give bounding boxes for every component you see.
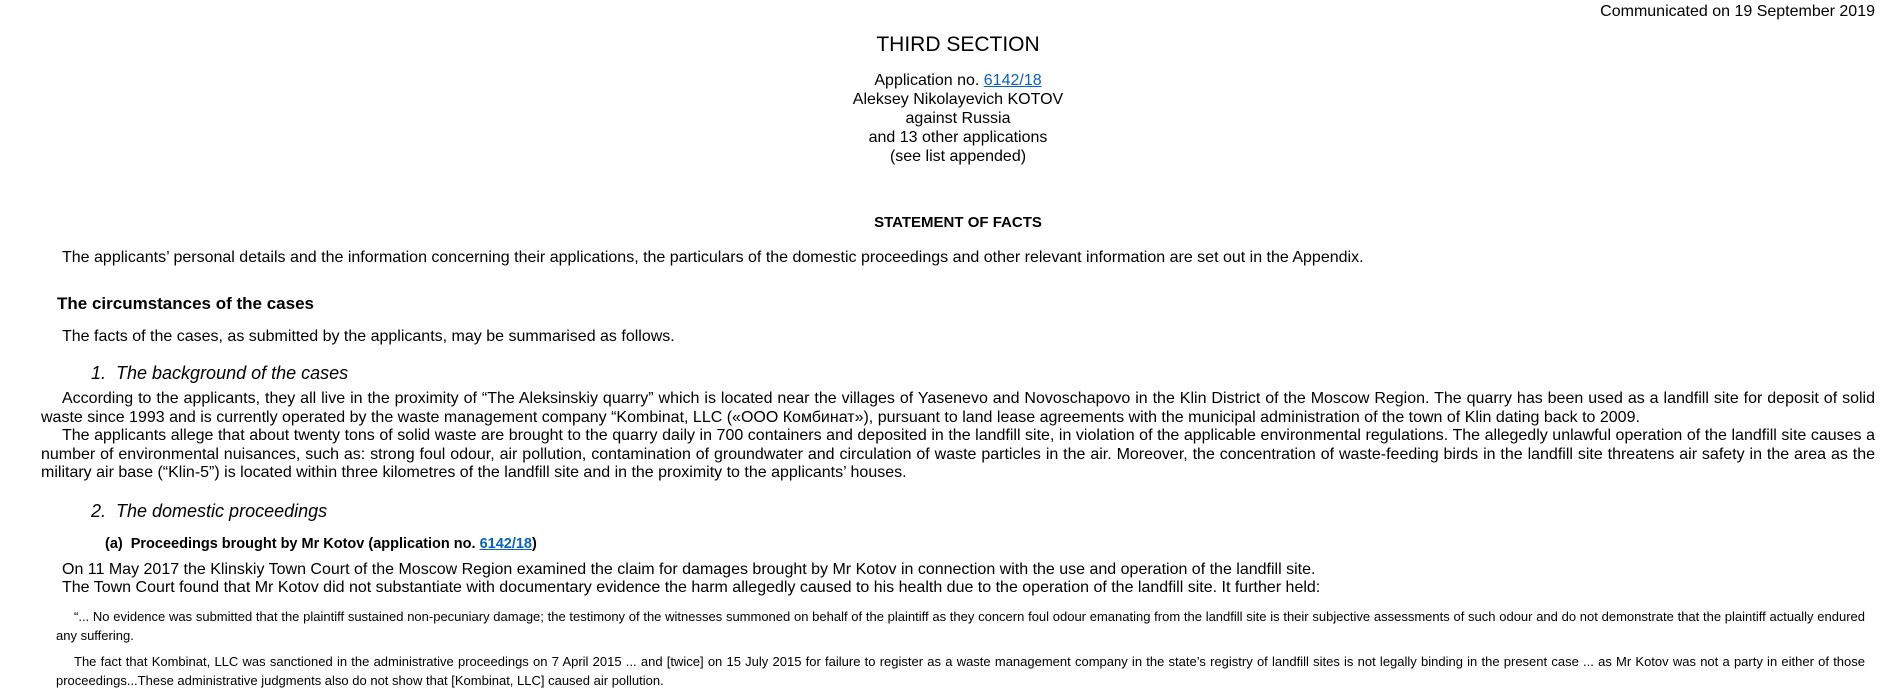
application-number-line bbox=[41, 71, 1875, 90]
kotov-proceedings-subheading bbox=[105, 535, 1875, 553]
background-heading bbox=[91, 362, 1875, 384]
application-header bbox=[41, 71, 1875, 166]
kotov-paragraph-1: On 11 May 2017 the Klinskiy Town Court of the Moscow Region examined the claim for damages brought by Mr Kotov in connection with the use and operation of the landfill site. bbox=[62, 560, 1316, 578]
statement-of-facts-heading: STATEMENT OF FACTS bbox=[874, 214, 1042, 231]
court-quote-1: “... No evidence was submitted that the plaintiff sustained non-pecuniary damage; the testimony of the witnesses summoned on behalf of the plaintiff as they concern foul odour emanating from the landfill site is their subjective assessments of such odour and do not demonstrate that the plaintiff actually endured any suffering. bbox=[56, 608, 1865, 643]
application-number-link[interactable]: 6142/18 bbox=[983, 72, 1042, 89]
court-quote-2: The fact that Kombinat, LLC was sanctioned in the administrative proceedings on 7 April 2015 ... and [twice] on 15 July 2015 for failure to register as a waste management company in the state’s registry of landfill sites is not legally binding in the present case ... as Mr Kotov was not a party in either of those proceedings...These administrative judgments also do not show that [Kombinat, LLC] caused air pollution. bbox=[56, 653, 1865, 688]
domestic-heading-label: The domestic proceedings bbox=[116, 500, 328, 521]
background-heading-label: The background of the cases bbox=[116, 363, 349, 383]
application-number-prefix: Application no. bbox=[874, 72, 984, 89]
background-paragraph-2: The applicants allege that about twenty tons of solid waste are brought to the quarry daily in 700 containers and deposited in the landfill site, in violation of the applicable environmental regulations. The allegedly unlawful operation of the landfill site causes a number of environmental nuisances, such as: strong foul odour, air pollution, contamination of groundwater and circulation of waste particles in the air. Moreover, the concentration of waste-feeding birds in the landfill site threatens air safety in the area as the military air base (“Klin-5”) is located within three kilometres of the landfill site and in the proximity to the applicants’ houses. bbox=[41, 427, 1875, 481]
against-line: against Russia bbox=[905, 110, 1011, 127]
section-title: THIRD SECTION bbox=[876, 33, 1040, 56]
other-applications-line: and 13 other applications bbox=[868, 129, 1048, 146]
background-heading-number: 1. bbox=[91, 363, 107, 383]
kotov-application-number-link[interactable]: 6142/18 bbox=[479, 535, 532, 552]
kotov-subheading-number: (a) bbox=[105, 535, 123, 552]
see-list-line: (see list appended) bbox=[889, 148, 1027, 165]
background-paragraph-1: According to the applicants, they all live in the proximity of “The Aleksinskiy quarry” which is located near the villages of Yasenevo and Novoschapovo in the Klin District of the Moscow Region. The quarry has been used as a landfill site for deposit of solid waste since 1993 and is currently operated by the waste management company “Kombinat, LLC («ООО Комбинат»), pursuant to land lease agreements with the municipal administration of the town of Klin dating back to 2009. bbox=[41, 390, 1875, 426]
kotov-subheading-label: Proceedings brought by Mr Kotov (application no. bbox=[130, 535, 480, 552]
circumstances-heading: The circumstances of the cases bbox=[57, 293, 315, 313]
domestic-heading-number: 2. bbox=[91, 500, 107, 521]
intro-paragraph: The applicants’ personal details and the information concerning their applications, the particulars of the domestic proceedings and other relevant information are set out in the Appendix. bbox=[62, 249, 1364, 266]
communicated-date: Communicated on 19 September 2019 bbox=[1600, 3, 1875, 20]
kotov-subheading-label-end: ) bbox=[531, 535, 537, 552]
domestic-proceedings-heading bbox=[91, 500, 1875, 522]
applicant-name: Aleksey Nikolayevich KOTOV bbox=[852, 91, 1064, 108]
kotov-paragraph-2: The Town Court found that Mr Kotov did not substantiate with documentary evidence the harm allegedly caused to his health due to the operation of the landfill site. It further held: bbox=[62, 579, 1321, 596]
facts-summary-paragraph: The facts of the cases, as submitted by the applicants, may be summarised as follows. bbox=[62, 327, 675, 345]
